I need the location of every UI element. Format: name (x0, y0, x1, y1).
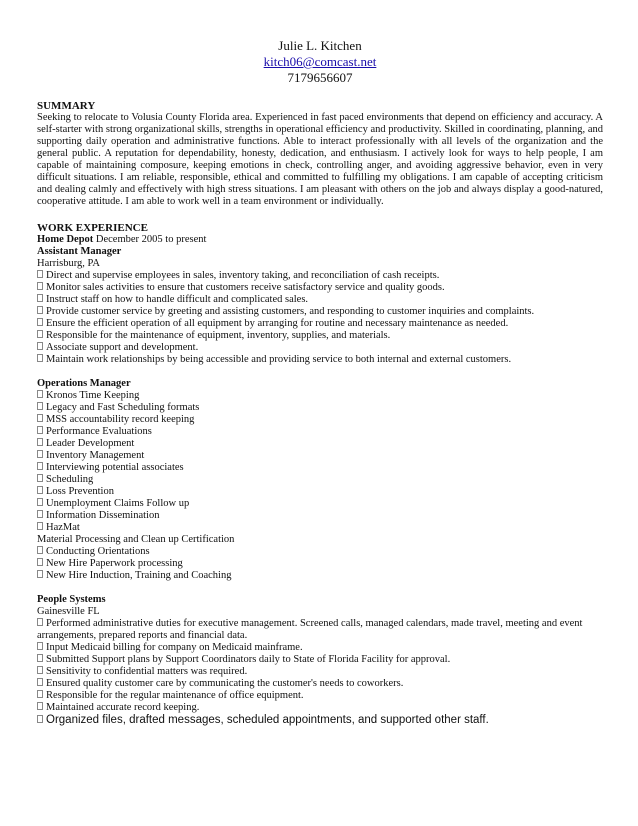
bullet-icon (37, 486, 43, 494)
bullet-icon (37, 282, 43, 290)
work-experience-section (37, 222, 603, 727)
list-item: Input Medicaid billing for company on Medicaid mainframe. (37, 642, 603, 654)
list-item: Responsible for the maintenance of equipment, inventory, supplies, and materials. (37, 330, 603, 342)
bullet-icon (37, 702, 43, 710)
list-item: Instruct staff on how to handle difficult and complicated sales. (37, 294, 603, 306)
bullet-icon (37, 642, 43, 650)
list-item: Inventory Management (37, 450, 603, 462)
list-item: Kronos Time Keeping (37, 390, 603, 402)
list-item: Ensured quality customer care by communicating the customer's needs to coworkers. (37, 678, 603, 690)
list-item: Ensure the efficient operation of all equipment by arranging for routine and necessary maintenance as needed. (37, 318, 603, 330)
list-item: Maintain work relationships by being accessible and providing service to both internal and external customers. (37, 354, 603, 366)
list-item: Legacy and Fast Scheduling formats (37, 402, 603, 414)
list-item: Performance Evaluations (37, 426, 603, 438)
list-item: Sensitivity to confidential matters was required. (37, 666, 603, 678)
bullet-icon (37, 414, 43, 422)
operations-duties (37, 390, 603, 534)
bullet-icon (37, 294, 43, 302)
operations-manager-title: Operations Manager (37, 378, 131, 389)
list-item: New Hire Paperwork processing (37, 558, 603, 570)
summary-text: Seeking to relocate to Volusia County Florida area. Experienced in fast paced environments that depend on efficiency and accuracy. A self-starter with strong organizational skills, strengths in operational efficiency and productivity. Skilled in coordinating, planning, and supporting daily operation and administrative functions. Able to interact professionally with all levels of the organization and the general public. A reputation for dependability, honesty, dedication, and enthusiasm. I actively look for ways to help people, I am capable of maintaining composure, keeping emotions in check, controlling anger, and avoiding aggressive behavior, even in very difficult situations. I am reliable, responsible, ethical and committed to fulfilling my obligations. I am capable of accepting criticism and dealing calmly and effectively with high stress situations. I am pleasant with others on the job and always display a good-natured, cooperative attitude. I am able to work well in a team environment or individually. (37, 112, 603, 207)
bullet-icon (37, 678, 43, 686)
list-item: New Hire Induction, Training and Coaching (37, 570, 603, 582)
list-item: Information Dissemination (37, 510, 603, 522)
bullet-icon (37, 654, 43, 662)
bullet-icon (37, 390, 43, 398)
job-location: Harrisburg, PA (37, 258, 101, 269)
bullet-icon (37, 558, 43, 566)
bullet-icon (37, 318, 43, 326)
list-item: Conducting Orientations (37, 546, 603, 558)
company-name: People Systems (37, 594, 106, 605)
job-title: Assistant Manager (37, 246, 122, 257)
resume-header (37, 38, 603, 86)
list-item: Provide customer service by greeting and assisting customers, and responding to customer inquiries and complaints. (37, 306, 603, 318)
bullet-icon (37, 618, 43, 626)
email-link[interactable]: kitch06@comcast.net (263, 54, 377, 69)
job-location: Gainesville FL (37, 606, 100, 617)
job-home-depot (37, 234, 603, 246)
list-item: Performed administrative duties for executive management. Screened calls, managed calendars, made travel, meeting and event arrangements, prepared reports and financial data. (37, 618, 583, 641)
list-item: HazMat (37, 522, 603, 534)
list-item: Maintained accurate record keeping. (37, 702, 603, 714)
list-item: Monitor sales activities to ensure that customers receive satisfactory service and quality goods. (37, 282, 603, 294)
bullet-icon (37, 570, 43, 578)
bullet-icon (37, 270, 43, 278)
bullet-icon (37, 498, 43, 506)
bullet-icon (37, 546, 43, 554)
certification-line: Material Processing and Clean up Certification (37, 534, 235, 545)
applicant-name: Julie L. Kitchen (278, 38, 362, 53)
resume-page (37, 38, 603, 727)
company-name: Home Depot (37, 234, 94, 245)
list-item: Associate support and development. (37, 342, 603, 354)
list-item: Submitted Support plans by Support Coordinators daily to State of Florida Facility for approval. (37, 654, 603, 666)
bullet-icon (37, 354, 43, 362)
bullet-icon (37, 522, 43, 530)
bullet-icon (37, 306, 43, 314)
bullet-icon (37, 450, 43, 458)
list-item: Direct and supervise employees in sales, inventory taking, and reconciliation of cash receipts. (37, 270, 603, 282)
list-item: Organized files, drafted messages, scheduled appointments, and supported other staff. (37, 714, 603, 727)
bullet-icon (37, 462, 43, 470)
summary-section (37, 100, 603, 208)
bullet-icon (37, 402, 43, 410)
summary-heading: SUMMARY (37, 100, 96, 112)
bullet-icon (37, 690, 43, 698)
bullet-icon (37, 330, 43, 338)
bullet-icon (37, 715, 43, 723)
list-item: Loss Prevention (37, 486, 603, 498)
bullet-icon (37, 426, 43, 434)
list-item: MSS accountability record keeping (37, 414, 603, 426)
bullet-icon (37, 342, 43, 350)
bullet-icon (37, 666, 43, 674)
operations-duties-continued (37, 546, 603, 582)
list-item: Unemployment Claims Follow up (37, 498, 603, 510)
home-depot-duties (37, 270, 603, 366)
list-item: Leader Development (37, 438, 603, 450)
job-dates: December 2005 to present (95, 234, 207, 245)
bullet-icon (37, 438, 43, 446)
phone-number: 7179656607 (287, 70, 353, 85)
bullet-icon (37, 474, 43, 482)
bullet-icon (37, 510, 43, 518)
list-item: Interviewing potential associates (37, 462, 603, 474)
people-systems-duties (37, 618, 603, 727)
list-item: Scheduling (37, 474, 603, 486)
work-experience-heading: WORK EXPERIENCE (37, 222, 148, 234)
list-item: Responsible for the regular maintenance of office equipment. (37, 690, 603, 702)
